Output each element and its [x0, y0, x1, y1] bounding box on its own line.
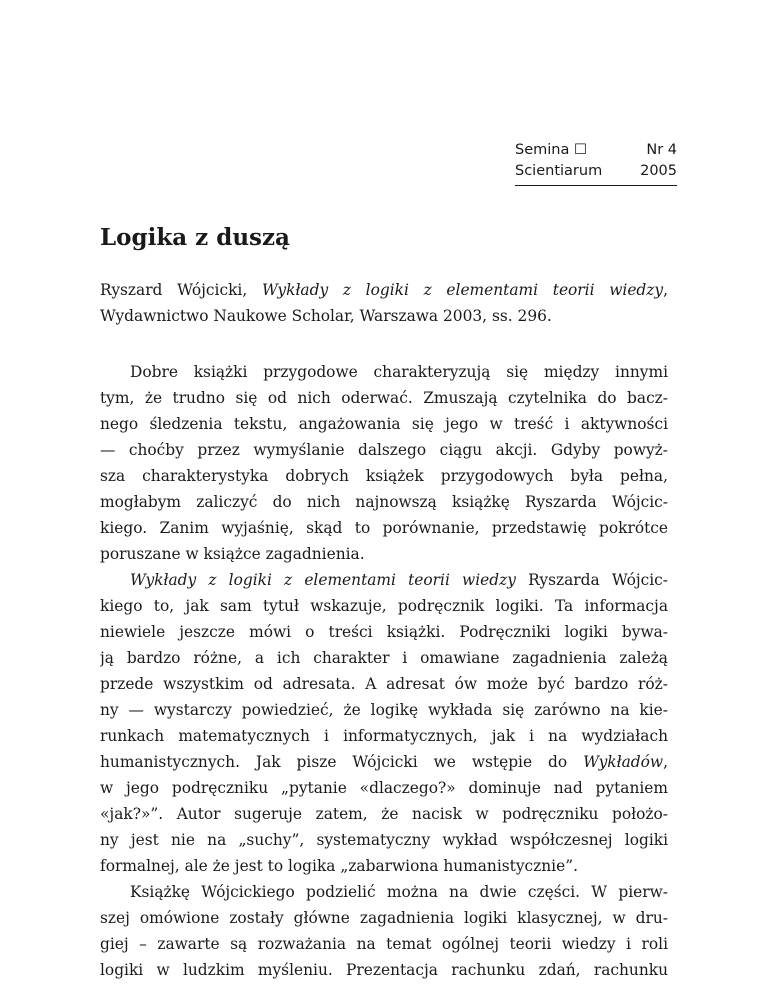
paragraph-1-line: kiego. Zanim wyjaśnię, skąd to porównanie, przedstawię pokrótce: [100, 519, 668, 537]
paragraph-1-line: tym, że trudno się od nich oderwać. Zmuszają czytelnika do bacz-: [100, 389, 668, 407]
paragraph-2-text: humanistycznych. Jak pisze Wójcicki we wstępie do: [100, 753, 584, 771]
journal-header-row-1: [515, 140, 677, 161]
paragraph-2-line: niewiele jeszcze mówi o treści książki. Podręczniki logiki bywa-: [100, 623, 668, 641]
book-short-title-inline: Wykładów: [583, 753, 664, 771]
journal-header: [515, 140, 677, 186]
paragraph-2-line: w jego podręczniku „pytanie «dlaczego?» dominuje nad pytaniem: [100, 779, 668, 797]
paragraph-2-line: [100, 749, 668, 775]
paragraph-3-line: giej – zawarte są rozważania na temat ogólnej teorii wiedzy i roli: [100, 935, 668, 953]
bibliographic-reference: [100, 277, 668, 329]
book-title-inline: Wykłady z logiki z elementami teorii wiedzy: [130, 571, 516, 589]
paragraph-1-line: sza charakterystyka dobrych książek przygodowych była pełna,: [100, 467, 668, 485]
paragraph-2-line: ny jest nie na „suchy”, systematyczny wykład współczesnej logiki: [100, 831, 668, 849]
paragraph-2-line: ją bardzo różne, a ich charakter i omawiane zagadnienia zależą: [100, 649, 668, 667]
paragraph-2-line: «jak?»”. Autor sugeruje zatem, że nacisk w podręczniku położo-: [100, 805, 668, 823]
paragraph-1-line: — choćby przez wymyślanie dalszego ciągu akcji. Gdyby powyż-: [100, 441, 668, 459]
book-publisher: Wydawnictwo Naukowe Scholar, Warszawa 2003, ss. 296.: [100, 307, 552, 325]
paragraph-2-line: ny — wystarczy powiedzieć, że logikę wykłada się zarówno na kie-: [100, 701, 668, 719]
review-body: [100, 359, 668, 983]
paragraph-3-line: szej omówione zostały główne zagadnienia logiki klasycznej, w dru-: [100, 909, 668, 927]
article-title: Logika z duszą: [100, 224, 290, 251]
paragraph-1-line: Dobre książki przygodowe charakteryzują się między innymi: [130, 363, 668, 381]
paragraph-1-line: poruszane w książce zagadnienia.: [100, 545, 365, 563]
paragraph-2-text: ,: [663, 753, 668, 771]
book-title-comma: ,: [663, 281, 668, 299]
issue-number: Nr 4: [646, 142, 677, 158]
paragraph-2-line: [100, 567, 668, 593]
paragraph-2-line: formalnej, ale że jest to logika „zabarwiona humanistycznie”.: [100, 857, 578, 875]
book-author: Ryszard Wójcicki,: [100, 281, 262, 299]
paragraph-3-line: logiki w ludzkim myśleniu. Prezentacja rachunku zdań, rachunku: [100, 961, 668, 979]
paragraph-1-line: nego śledzenia tekstu, angażowania się jego w treść i aktywności: [100, 415, 668, 433]
paragraph-2-line: kiego to, jak sam tytuł wskazuje, podręcznik logiki. Ta informacja: [100, 597, 668, 615]
journal-header-row-2: [515, 161, 677, 182]
book-title: Wykłady z logiki z elementami teorii wiedzy: [261, 281, 664, 299]
journal-name-line2: Scientiarum: [515, 163, 603, 179]
paragraph-1-line: mogłabym zaliczyć do nich najnowszą książkę Ryszarda Wójcic-: [100, 493, 668, 511]
paragraph-2-text: Ryszarda Wójcic-: [515, 571, 668, 589]
paragraph-2-line: runkach matematycznych i informatycznych, jak i na wydziałach: [100, 727, 668, 745]
paragraph-2-line: przede wszystkim od adresata. A adresat ów może być bardzo róż-: [100, 675, 668, 693]
journal-name-line1: Semina ☐: [515, 142, 587, 158]
issue-year: 2005: [640, 163, 677, 179]
paragraph-3-line: Książkę Wójcickiego podzielić można na dwie części. W pierw-: [130, 883, 668, 901]
